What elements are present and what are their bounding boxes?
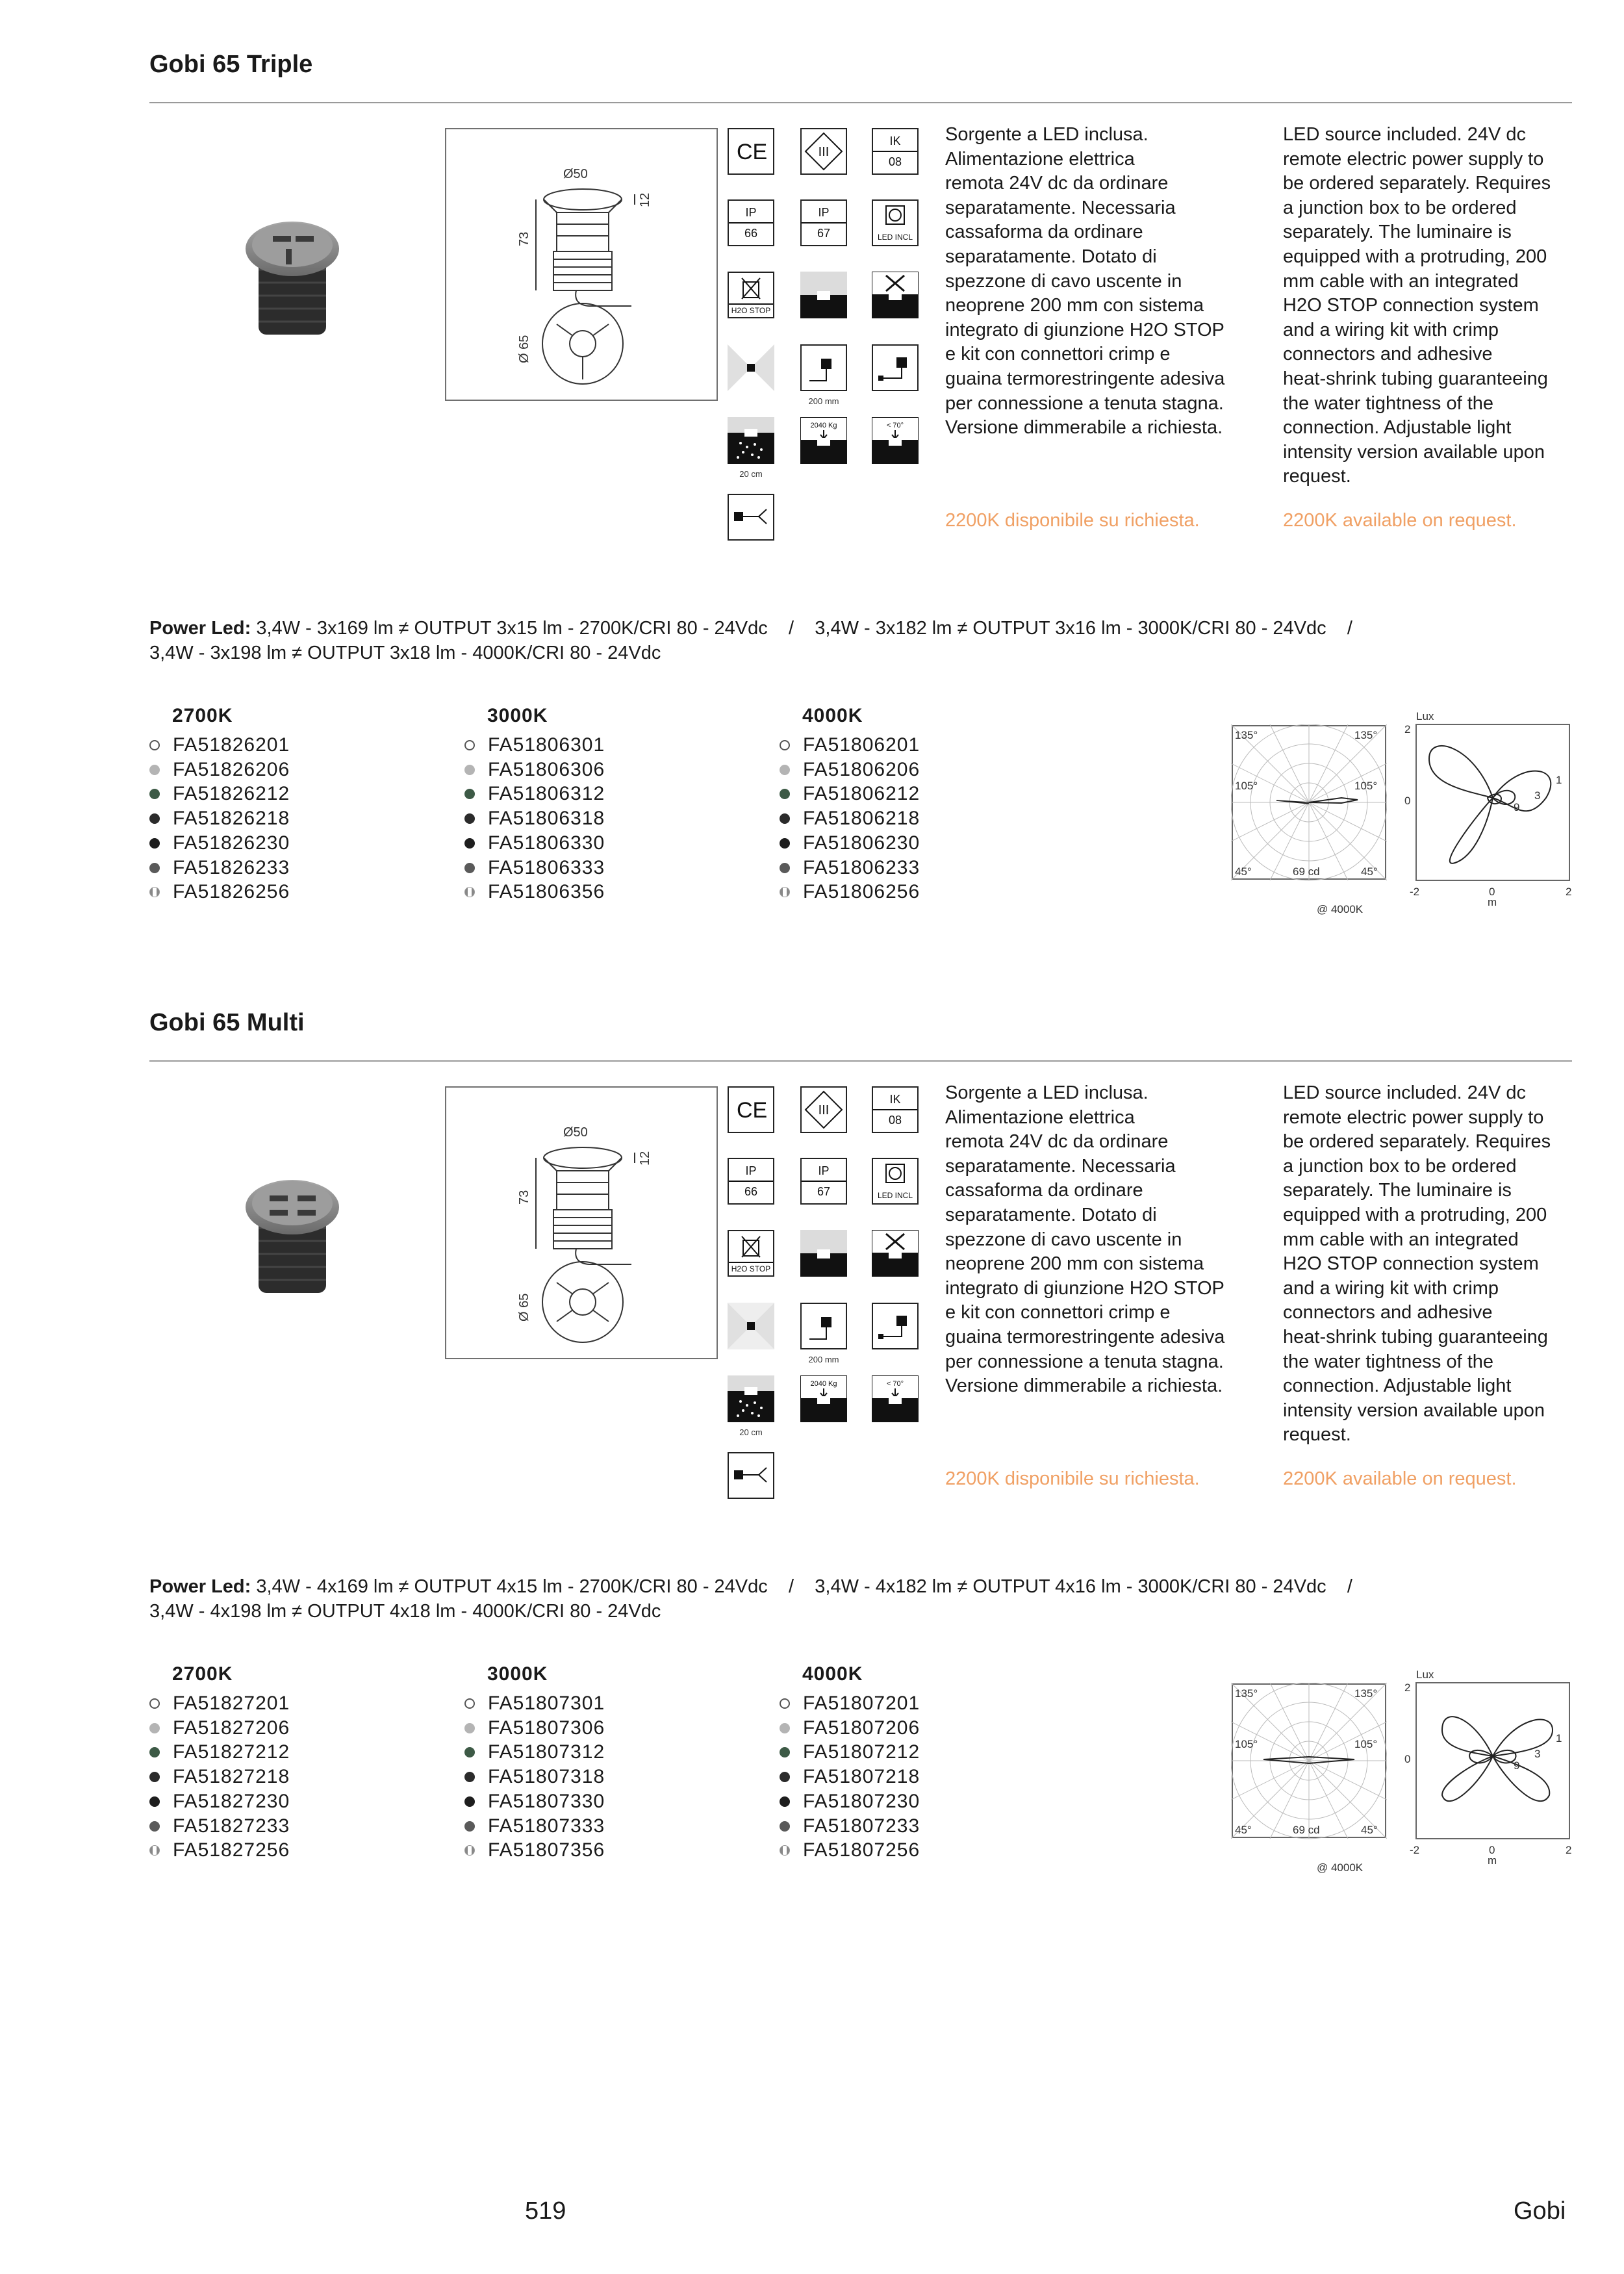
product-code: FA51807318	[488, 1766, 605, 1788]
product-code: FA51807230	[803, 1790, 920, 1812]
ce-mark-icon	[728, 128, 774, 175]
product-code: FA51806201	[803, 734, 920, 756]
product-code: FA51826206	[173, 758, 290, 780]
svg-text:H2O STOP: H2O STOP	[731, 306, 771, 315]
title-rule	[149, 102, 1572, 103]
power-line-2: 3,4W - 3x198 lm ≠ OUTPUT 3x18 lm - 4000K/CRI 80 - 24Vdc	[149, 643, 661, 663]
product-code-row	[780, 782, 920, 806]
angle-icon	[872, 417, 919, 464]
finish-swatch-icon	[149, 1845, 160, 1856]
description-english: LED source included. 24V dc remote electric power supply to be ordered separately. Requires a junction box to be ordered separately. The luminaire is equipped with a protruding, 200 mm cable with an integrated H2O STOP connection system and a wiring kit with crimp connectors and adhesive heat-shrink tubing guaranteeing the water tightness of the connection. Adjustable light intensity version available upon request.	[1283, 1082, 1551, 1446]
product-code: FA51807218	[803, 1766, 920, 1788]
class-iii-icon	[800, 128, 847, 175]
svg-text:LED INCL: LED INCL	[877, 1191, 913, 1200]
angle-105-right: 105°	[1354, 1738, 1378, 1750]
ce-mark-icon	[728, 1086, 774, 1133]
finish-swatch-icon	[464, 740, 475, 750]
finish-swatch-icon	[149, 1796, 160, 1807]
connector-icon	[728, 494, 774, 541]
ip67-icon	[800, 1158, 847, 1205]
product-code-row	[149, 758, 290, 782]
finish-swatch-icon	[780, 1796, 790, 1807]
page-number: 519	[525, 2197, 566, 2225]
finish-swatch-icon	[149, 813, 160, 824]
product-code: FA51806230	[803, 832, 920, 854]
power-supply-icon	[872, 344, 919, 391]
finish-swatch-icon	[464, 1698, 475, 1709]
product-code-row	[149, 1814, 290, 1839]
dim-base: Ø 65	[517, 335, 531, 363]
recessed-icon	[800, 1230, 847, 1277]
product-code-row	[464, 1789, 605, 1814]
product-code: FA51827218	[173, 1766, 290, 1788]
distance-caption: 20 cm	[739, 469, 763, 479]
description-italian: Sorgente a LED inclusa. Alimentazione elettrica remota 24V dc da ordinare separatamente. Necessaria cassaforma da ordinare separatamente. Dotato di spezzone di cavo uscente in neoprene 200 mm con sistema integrato di giunzione H2O STOP e kit con connettori crimp e guaina termorestringente adesiva per connessione a tenuta stagna. Versione dimmerabile a richiesta.	[945, 124, 1225, 439]
svg-text:LED INCL: LED INCL	[877, 233, 913, 242]
power-line-2: 3,4W - 4x198 lm ≠ OUTPUT 4x18 lm - 4000K/CRI 80 - 24Vdc	[149, 1601, 661, 1622]
product-code: FA51806318	[488, 808, 605, 830]
lux-y-top: 2	[1404, 723, 1411, 735]
candela-value: 69 cd	[1293, 1824, 1320, 1836]
finish-swatch-icon	[464, 1772, 475, 1782]
ip66-icon	[728, 1158, 774, 1205]
product-code: FA51807256	[803, 1839, 920, 1861]
angle-45-left: 45°	[1235, 865, 1252, 878]
finish-swatch-icon	[464, 765, 475, 775]
title-rule	[149, 1060, 1572, 1062]
lux-unit: Lux	[1416, 1668, 1434, 1681]
dim-base: Ø 65	[517, 1293, 531, 1322]
product-code-row	[780, 1740, 920, 1765]
cct-column-header: 3000K	[487, 1663, 548, 1685]
product-code: FA51806356	[488, 881, 605, 903]
product-code-row	[780, 1691, 920, 1716]
drawing-svg	[446, 129, 717, 400]
lux-x-right: 2	[1566, 1844, 1572, 1856]
product-code-row	[149, 1789, 290, 1814]
product-code: FA51806206	[803, 758, 920, 780]
recessed-icon	[800, 272, 847, 318]
walkover-distance-icon	[728, 1375, 774, 1422]
svg-text:III: III	[818, 145, 830, 159]
svg-text:< 70°: < 70°	[886, 1380, 904, 1388]
finish-swatch-icon	[780, 1772, 790, 1782]
svg-text:66: 66	[744, 1185, 758, 1198]
product-code-row	[780, 880, 920, 904]
finish-swatch-icon	[149, 740, 160, 750]
dim-depth: 12	[638, 192, 652, 207]
svg-text:IK: IK	[889, 1093, 901, 1106]
finish-swatch-icon	[780, 789, 790, 799]
note-english: 2200K available on request.	[1283, 510, 1517, 531]
finish-swatch-icon	[464, 1845, 475, 1856]
product-code: FA51806212	[803, 783, 920, 805]
lux-x-unit: m	[1488, 896, 1497, 908]
product-code: FA51807233	[803, 1815, 920, 1837]
finish-swatch-icon	[464, 789, 475, 799]
svg-text:IP: IP	[818, 1164, 830, 1177]
product-code-row	[149, 1838, 290, 1863]
svg-text:08: 08	[888, 1114, 902, 1127]
power-led-spec	[149, 1574, 1579, 1624]
color-temp-label: @ 4000K	[1317, 1861, 1364, 1874]
color-temp-label: @ 4000K	[1317, 903, 1364, 915]
technical-drawing	[445, 1086, 718, 1359]
light-direction-icon	[728, 1303, 774, 1349]
lux-y-mid: 0	[1404, 795, 1411, 807]
angle-45-left: 45°	[1235, 1824, 1252, 1836]
product-code-row	[149, 1740, 290, 1765]
finish-swatch-icon	[149, 1772, 160, 1782]
product-code-row	[464, 1838, 605, 1863]
angle-135-right: 135°	[1354, 729, 1378, 741]
finish-swatch-icon	[149, 1821, 160, 1832]
ik-rating-icon	[872, 1086, 919, 1133]
lux-iso-9: 9	[1514, 801, 1520, 813]
lux-unit: Lux	[1416, 710, 1434, 722]
drawing-svg	[446, 1088, 717, 1358]
product-photo	[234, 1169, 351, 1299]
product-code-row	[464, 856, 605, 880]
light-direction-icon	[728, 344, 774, 391]
product-code-row	[464, 1691, 605, 1716]
product-code: FA51806333	[488, 856, 605, 878]
load-icon	[800, 417, 847, 464]
angle-135-left: 135°	[1235, 1687, 1258, 1700]
finish-swatch-icon	[149, 1698, 160, 1709]
product-code: FA51807333	[488, 1815, 605, 1837]
svg-text:2040 Kg: 2040 Kg	[810, 422, 837, 429]
product-code-row	[464, 782, 605, 806]
h2o-stop-icon	[728, 1230, 774, 1277]
svg-text:66: 66	[744, 227, 758, 240]
candela-value: 69 cd	[1293, 865, 1320, 878]
lux-iso-1: 1	[1556, 774, 1562, 786]
svg-text:67: 67	[817, 1185, 831, 1198]
finish-swatch-icon	[464, 1747, 475, 1757]
product-code-row	[464, 1740, 605, 1765]
product-code: FA51827233	[173, 1815, 290, 1837]
description-english: LED source included. 24V dc remote electric power supply to be ordered separately. Requires a junction box to be ordered separately. The luminaire is equipped with a protruding, 200 mm cable with an integrated H2O STOP connection system and a wiring kit with crimp connectors and adhesive heat-shrink tubing guaranteeing the water tightness of the connection. Adjustable light intensity version available upon request.	[1283, 124, 1551, 487]
svg-text:H2O STOP: H2O STOP	[731, 1264, 771, 1273]
product-code-row	[149, 782, 290, 806]
class-iii-icon	[800, 1086, 847, 1133]
angle-45-right: 45°	[1361, 865, 1378, 878]
product-code: FA51827212	[173, 1741, 290, 1763]
product-code-row	[780, 1838, 920, 1863]
angle-45-right: 45°	[1361, 1824, 1378, 1836]
lux-iso-1: 1	[1556, 1732, 1562, 1744]
lux-x-left: -2	[1410, 886, 1420, 898]
section-title: Gobi 65 Triple	[149, 51, 313, 78]
product-code: FA51806233	[803, 856, 920, 878]
finish-swatch-icon	[149, 887, 160, 897]
product-code-row	[780, 1789, 920, 1814]
angle-105-left: 105°	[1235, 1738, 1258, 1750]
cct-column-header: 2700K	[172, 1663, 233, 1685]
finish-swatch-icon	[780, 887, 790, 897]
dim-height: 73	[517, 231, 531, 246]
product-code-row	[149, 1765, 290, 1789]
product-code: FA51806312	[488, 783, 605, 805]
product-code-row	[780, 758, 920, 782]
finish-swatch-icon	[780, 740, 790, 750]
product-code-row	[780, 1814, 920, 1839]
svg-text:IP: IP	[818, 206, 830, 219]
product-photo	[234, 211, 351, 341]
note-italian: 2200K disponibile su richiesta.	[945, 1468, 1200, 1489]
product-code-row	[149, 1691, 290, 1716]
power-line-1: 3,4W - 3x169 lm ≠ OUTPUT 3x15 lm - 2700K/CRI 80 - 24Vdc / 3,4W - 3x182 lm ≠ OUTPUT 3x16 lm - 3000K/CRI 80 - 24Vdc /	[251, 618, 1352, 639]
product-code-row	[149, 831, 290, 856]
product-code-row	[780, 733, 920, 758]
load-icon	[800, 1375, 847, 1422]
product-code-row	[149, 880, 290, 904]
product-code: FA51827256	[173, 1839, 290, 1861]
ik-rating-icon	[872, 128, 919, 175]
finish-swatch-icon	[780, 1723, 790, 1733]
product-code: FA51806256	[803, 881, 920, 903]
svg-text:2040 Kg: 2040 Kg	[810, 1380, 837, 1388]
power-line-1: 3,4W - 4x169 lm ≠ OUTPUT 4x15 lm - 2700K/CRI 80 - 24Vdc / 3,4W - 4x182 lm ≠ OUTPUT 4x16 lm - 3000K/CRI 80 - 24Vdc /	[251, 1576, 1352, 1597]
product-code-row	[149, 806, 290, 831]
illuminance-chart	[1390, 1665, 1579, 1880]
product-code: FA51807301	[488, 1693, 605, 1714]
no-cover-icon	[872, 272, 919, 318]
product-code: FA51807212	[803, 1741, 920, 1763]
finish-swatch-icon	[464, 813, 475, 824]
product-code: FA51827201	[173, 1693, 290, 1714]
product-code: FA51807356	[488, 1839, 605, 1861]
technical-drawing	[445, 128, 718, 401]
photometric-polar-chart	[1231, 1683, 1387, 1878]
finish-swatch-icon	[464, 863, 475, 873]
svg-text:IP: IP	[745, 206, 757, 219]
product-code-row	[149, 856, 290, 880]
finish-swatch-icon	[149, 789, 160, 799]
illuminance-chart	[1390, 707, 1579, 921]
led-included-icon	[872, 199, 919, 246]
product-code-row	[464, 758, 605, 782]
product-code: FA51807306	[488, 1717, 605, 1739]
product-code: FA51826201	[173, 734, 290, 756]
svg-text:67: 67	[817, 227, 831, 240]
product-code: FA51826256	[173, 881, 290, 903]
lux-iso-3: 3	[1534, 1748, 1541, 1760]
dim-top: Ø50	[563, 167, 588, 181]
product-code: FA51807312	[488, 1741, 605, 1763]
angle-135-right: 135°	[1354, 1687, 1378, 1700]
lux-x-right: 2	[1566, 886, 1572, 898]
finish-swatch-icon	[149, 1723, 160, 1733]
finish-swatch-icon	[464, 838, 475, 849]
product-code-row	[780, 856, 920, 880]
finish-swatch-icon	[780, 1747, 790, 1757]
product-code-row	[464, 1716, 605, 1741]
lux-iso-9: 9	[1514, 1759, 1520, 1772]
lux-y-top: 2	[1404, 1681, 1411, 1694]
cct-column-header: 4000K	[802, 705, 863, 726]
note-italian: 2200K disponibile su richiesta.	[945, 510, 1200, 531]
finish-swatch-icon	[780, 765, 790, 775]
product-code: FA51826233	[173, 856, 290, 878]
angle-icon	[872, 1375, 919, 1422]
finish-swatch-icon	[149, 863, 160, 873]
finish-swatch-icon	[464, 1821, 475, 1832]
product-code-row	[464, 806, 605, 831]
product-code-row	[464, 733, 605, 758]
product-code: FA51826212	[173, 783, 290, 805]
svg-text:III: III	[818, 1103, 830, 1118]
product-code-row	[149, 1716, 290, 1741]
finish-swatch-icon	[780, 838, 790, 849]
product-code: FA51806330	[488, 832, 605, 854]
cable-caption: 200 mm	[808, 1355, 839, 1364]
product-code-row	[464, 1765, 605, 1789]
product-code-row	[780, 1716, 920, 1741]
catalog-family: Gobi	[1514, 2197, 1566, 2225]
cable-length-icon	[800, 1303, 847, 1349]
product-code: FA51806301	[488, 734, 605, 756]
finish-swatch-icon	[464, 887, 475, 897]
angle-105-left: 105°	[1235, 780, 1258, 792]
dim-height: 73	[517, 1190, 531, 1205]
cct-column-header: 4000K	[802, 1663, 863, 1685]
h2o-stop-icon	[728, 272, 774, 318]
lux-x-mid: 0	[1489, 1844, 1495, 1856]
product-code: FA51827206	[173, 1717, 290, 1739]
cct-column-header: 3000K	[487, 705, 548, 726]
dim-depth: 12	[638, 1151, 652, 1166]
product-code-row	[149, 733, 290, 758]
product-code: FA51827230	[173, 1790, 290, 1812]
led-included-icon	[872, 1158, 919, 1205]
power-label: Power Led:	[149, 618, 251, 639]
svg-text:< 70°: < 70°	[886, 422, 904, 429]
distance-caption: 20 cm	[739, 1427, 763, 1437]
product-code-row	[780, 806, 920, 831]
power-label: Power Led:	[149, 1576, 251, 1597]
svg-text:IP: IP	[745, 1164, 757, 1177]
finish-swatch-icon	[149, 1747, 160, 1757]
finish-swatch-icon	[780, 863, 790, 873]
cct-column-header: 2700K	[172, 705, 233, 726]
product-code-row	[780, 1765, 920, 1789]
finish-swatch-icon	[149, 838, 160, 849]
finish-swatch-icon	[780, 1845, 790, 1856]
product-code-row	[464, 880, 605, 904]
product-code: FA51807201	[803, 1693, 920, 1714]
product-code: FA51807330	[488, 1790, 605, 1812]
product-code: FA51806306	[488, 758, 605, 780]
finish-swatch-icon	[149, 765, 160, 775]
product-code: FA51806218	[803, 808, 920, 830]
connector-icon	[728, 1452, 774, 1499]
note-english: 2200K available on request.	[1283, 1468, 1517, 1489]
svg-text:CE: CE	[737, 1098, 768, 1123]
walkover-distance-icon	[728, 417, 774, 464]
product-code: FA51826218	[173, 808, 290, 830]
product-code-row	[780, 831, 920, 856]
svg-text:CE: CE	[737, 140, 768, 164]
product-code-row	[464, 831, 605, 856]
cable-caption: 200 mm	[808, 396, 839, 406]
photometric-polar-chart	[1231, 724, 1387, 919]
svg-text:08: 08	[888, 155, 902, 168]
cable-length-icon	[800, 344, 847, 391]
finish-swatch-icon	[464, 1796, 475, 1807]
lux-x-mid: 0	[1489, 886, 1495, 898]
product-code: FA51807206	[803, 1717, 920, 1739]
section-title: Gobi 65 Multi	[149, 1009, 305, 1036]
lux-y-mid: 0	[1404, 1753, 1411, 1765]
finish-swatch-icon	[464, 1723, 475, 1733]
power-supply-icon	[872, 1303, 919, 1349]
description-italian: Sorgente a LED inclusa. Alimentazione elettrica remota 24V dc da ordinare separatamente. Necessaria cassaforma da ordinare separatamente. Dotato di spezzone di cavo uscente in neoprene 200 mm con sistema integrato di giunzione H2O STOP e kit con connettori crimp e guaina termorestringente adesiva per connessione a tenuta stagna. Versione dimmerabile a richiesta.	[945, 1082, 1225, 1397]
product-code: FA51826230	[173, 832, 290, 854]
finish-swatch-icon	[780, 1698, 790, 1709]
svg-text:IK: IK	[889, 134, 901, 147]
product-code-row	[464, 1814, 605, 1839]
finish-swatch-icon	[780, 1821, 790, 1832]
dim-top: Ø50	[563, 1125, 588, 1140]
no-cover-icon	[872, 1230, 919, 1277]
power-led-spec	[149, 616, 1579, 665]
finish-swatch-icon	[780, 813, 790, 824]
angle-105-right: 105°	[1354, 780, 1378, 792]
lux-x-left: -2	[1410, 1844, 1420, 1856]
ip67-icon	[800, 199, 847, 246]
lux-x-unit: m	[1488, 1854, 1497, 1867]
angle-135-left: 135°	[1235, 729, 1258, 741]
lux-iso-3: 3	[1534, 789, 1541, 802]
ip66-icon	[728, 199, 774, 246]
